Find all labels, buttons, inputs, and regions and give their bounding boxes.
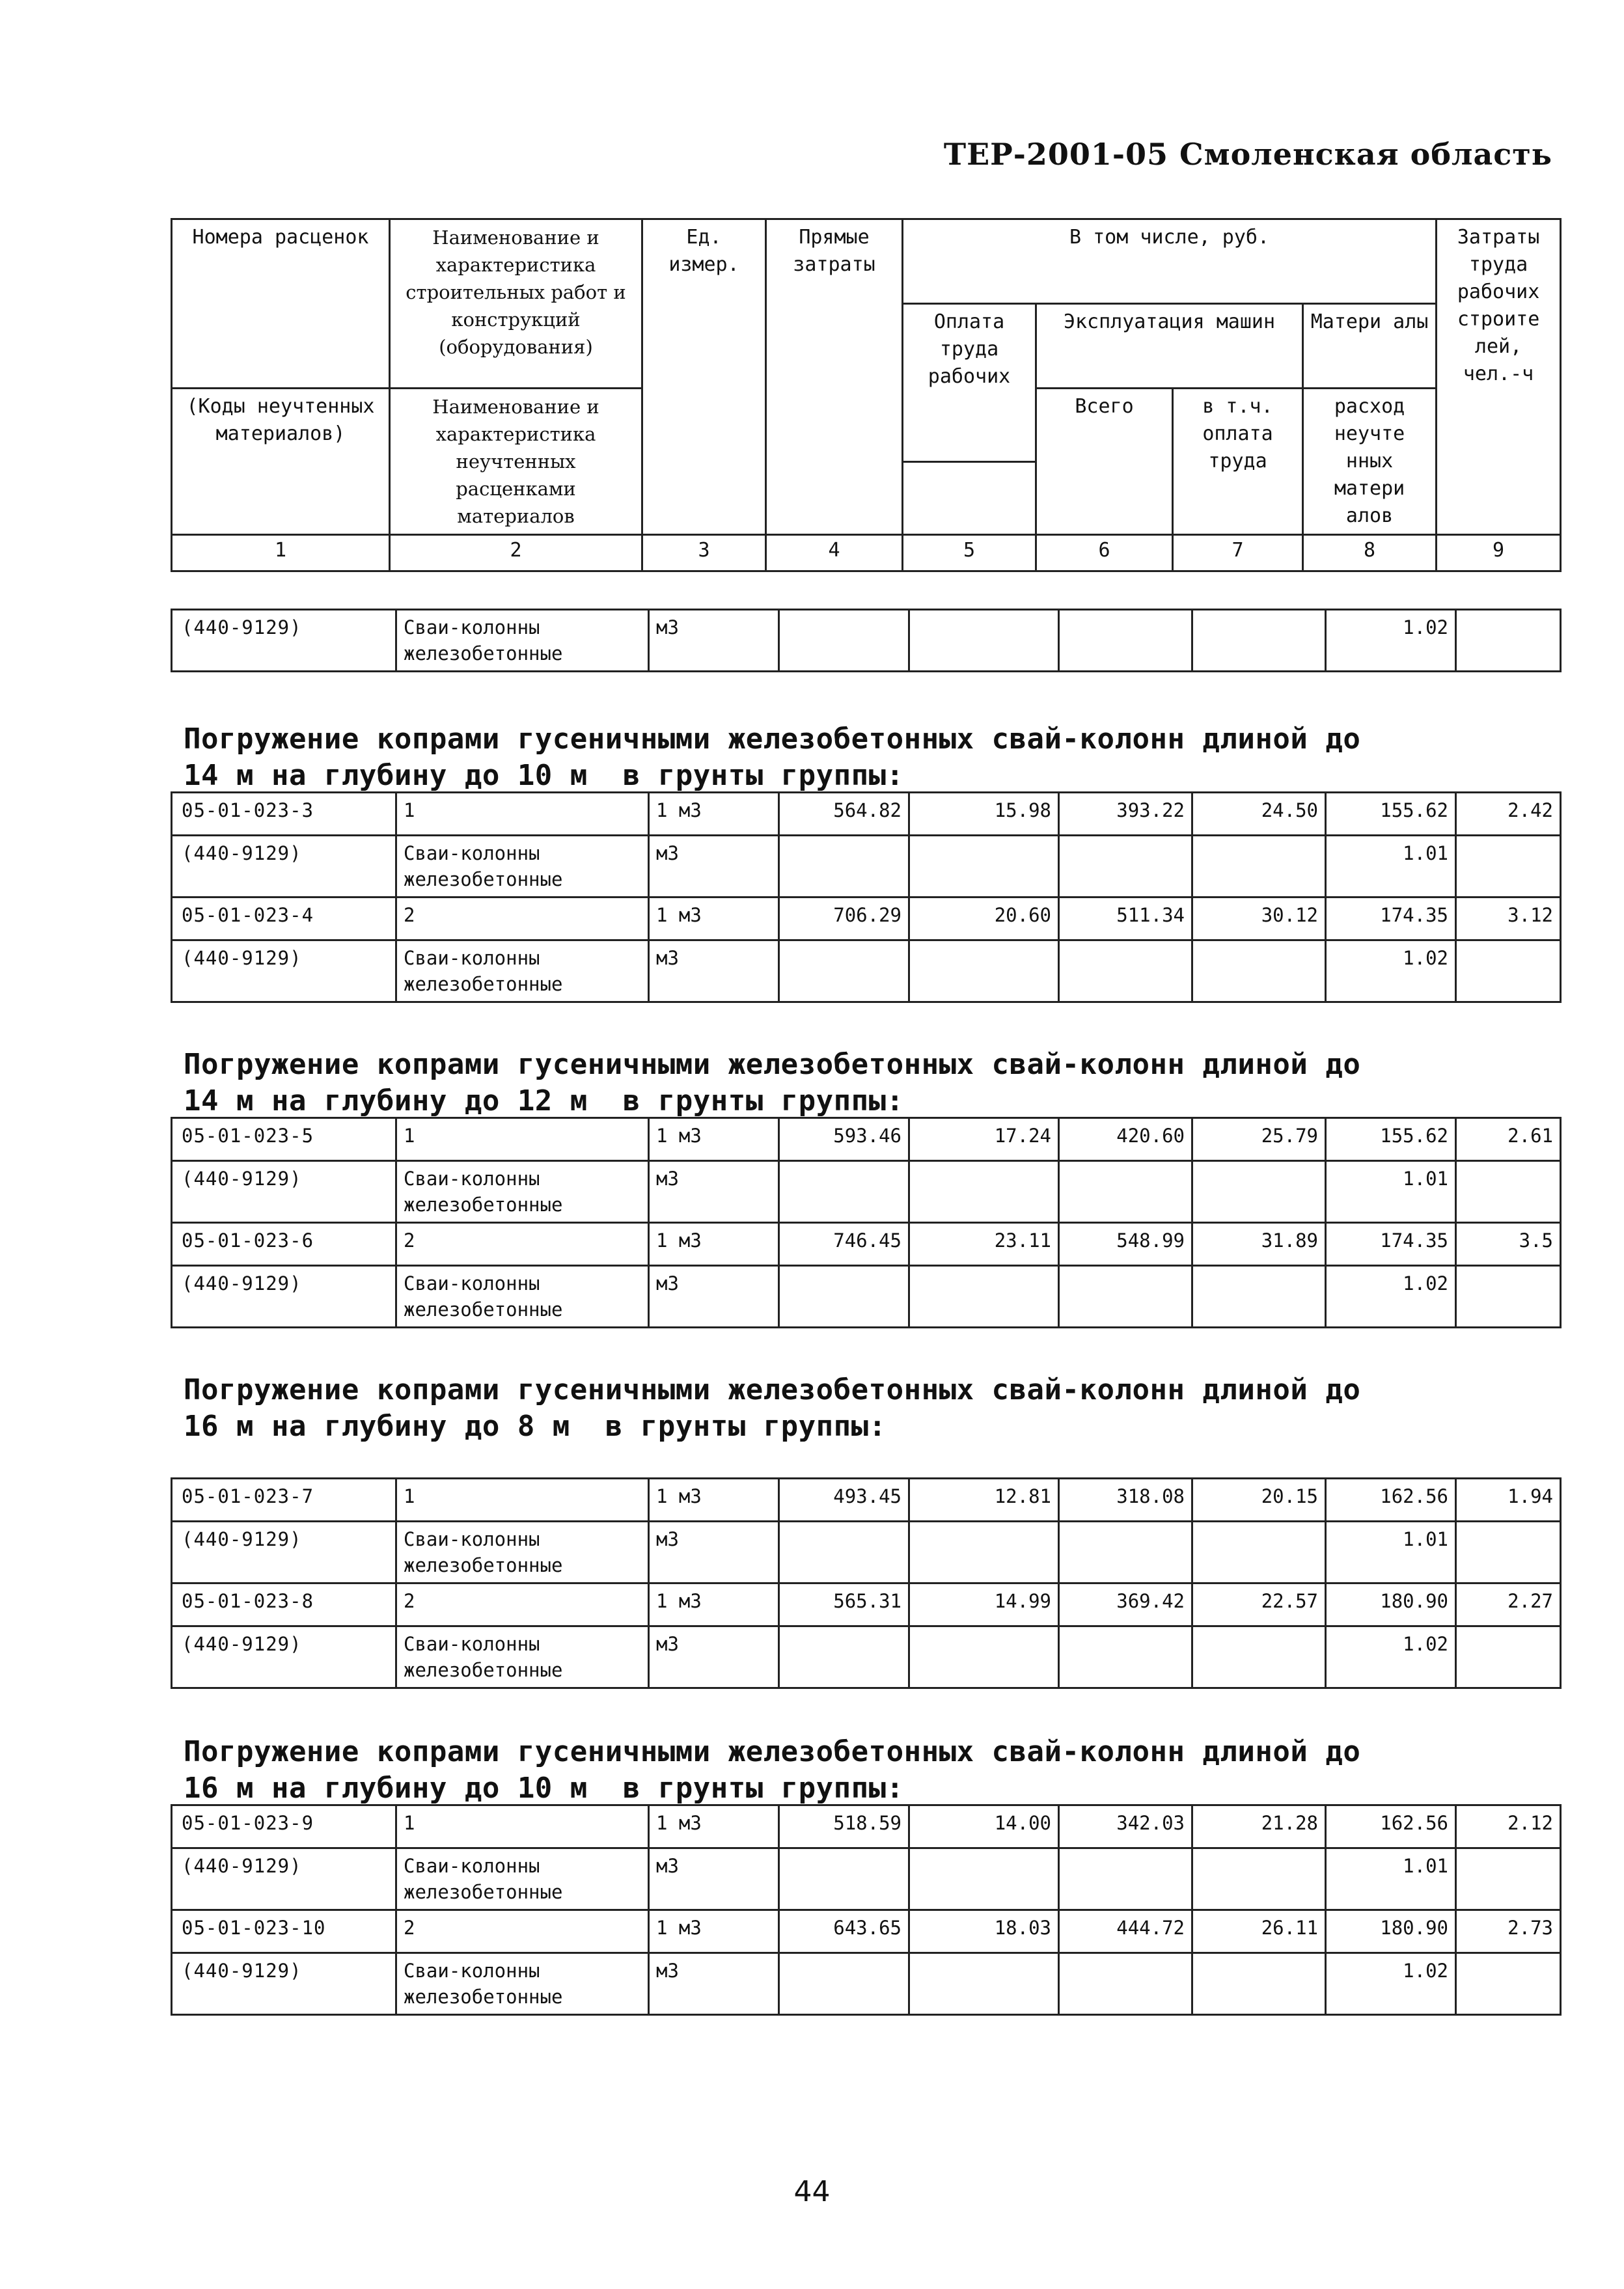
row-unit: 1 м3 bbox=[649, 898, 779, 940]
row-direct-costs: 493.45 bbox=[779, 1479, 909, 1522]
rates-table bbox=[171, 1477, 1562, 1689]
section-title: Погружение копрами гусеничными железобетонных свай-колонн длиной до 16 м на глубину до 10 м в грунты группы: bbox=[184, 1735, 1361, 1805]
table-row bbox=[172, 1910, 1561, 1953]
header-col1-top: Номера расценок bbox=[172, 219, 390, 304]
row-labor-hours: 2.73 bbox=[1456, 1910, 1561, 1953]
row-labor-pay: 14.99 bbox=[909, 1583, 1059, 1626]
row-labor-hours: 2.27 bbox=[1456, 1583, 1561, 1626]
row-materials: 1.02 bbox=[1326, 1953, 1456, 2015]
row-unit: м3 bbox=[649, 1626, 779, 1688]
row-code: (440-9129) bbox=[172, 610, 396, 672]
row-name: 1 bbox=[396, 1479, 649, 1522]
row-unit: м3 bbox=[649, 1953, 779, 2015]
row-code: 05-01-023-8 bbox=[172, 1583, 396, 1626]
table-row bbox=[172, 1223, 1561, 1266]
table-row bbox=[172, 1805, 1561, 1848]
row-labor-pay: 14.00 bbox=[909, 1805, 1059, 1848]
header-col67: Эксплуатация машин bbox=[1036, 304, 1303, 389]
row-name: Сваи-колонны железобетонные bbox=[396, 940, 649, 1002]
row-code: (440-9129) bbox=[172, 836, 396, 898]
row-materials: 162.56 bbox=[1326, 1479, 1456, 1522]
section-title: Погружение копрами гусеничными железобетонных свай-колонн длиной до 14 м на глубину до 10 м в грунты группы: bbox=[184, 722, 1361, 792]
rates-table bbox=[171, 1117, 1562, 1328]
row-unit: 1 м3 bbox=[649, 1479, 779, 1522]
table-row bbox=[172, 1266, 1561, 1328]
column-number: 5 bbox=[903, 535, 1036, 571]
row-machines-labor: 25.79 bbox=[1192, 1118, 1326, 1161]
row-machines-total: 548.99 bbox=[1059, 1223, 1192, 1266]
row-code: 05-01-023-3 bbox=[172, 793, 396, 836]
table-row bbox=[172, 940, 1561, 1002]
table-row bbox=[172, 836, 1561, 898]
row-unit: 1 м3 bbox=[649, 1805, 779, 1848]
row-code: 05-01-023-10 bbox=[172, 1910, 396, 1953]
table-row bbox=[172, 1953, 1561, 2015]
row-name: 1 bbox=[396, 793, 649, 836]
row-name: Сваи-колонны железобетонные bbox=[396, 1848, 649, 1910]
row-unit: м3 bbox=[649, 1848, 779, 1910]
header-col1-bottom: (Коды неучтенных материалов) bbox=[172, 389, 390, 535]
row-machines-labor: 20.15 bbox=[1192, 1479, 1326, 1522]
row-code: (440-9129) bbox=[172, 1953, 396, 2015]
section-table bbox=[171, 1117, 1560, 1328]
row-labor-hours: 3.5 bbox=[1456, 1223, 1561, 1266]
row-machines-total: 318.08 bbox=[1059, 1479, 1192, 1522]
row-code: 05-01-023-5 bbox=[172, 1118, 396, 1161]
section-table bbox=[171, 791, 1560, 1003]
row-materials: 1.02 bbox=[1326, 610, 1456, 672]
row-labor-hours: 2.42 bbox=[1456, 793, 1561, 836]
row-materials: 180.90 bbox=[1326, 1910, 1456, 1953]
row-direct-costs: 593.46 bbox=[779, 1118, 909, 1161]
row-machines-labor: 31.89 bbox=[1192, 1223, 1326, 1266]
row-unit: м3 bbox=[649, 940, 779, 1002]
row-labor-pay: 23.11 bbox=[909, 1223, 1059, 1266]
row-code: 05-01-023-9 bbox=[172, 1805, 396, 1848]
column-number: 1 bbox=[172, 535, 390, 571]
section-table bbox=[171, 1477, 1560, 1689]
row-materials: 1.01 bbox=[1326, 1522, 1456, 1583]
rates-table bbox=[171, 1804, 1562, 2016]
row-direct-costs: 643.65 bbox=[779, 1910, 909, 1953]
row-name: 1 bbox=[396, 1118, 649, 1161]
row-direct-costs: 564.82 bbox=[779, 793, 909, 836]
row-name: 2 bbox=[396, 1223, 649, 1266]
row-name: 2 bbox=[396, 1583, 649, 1626]
row-labor-pay: 15.98 bbox=[909, 793, 1059, 836]
header-col6: Всего bbox=[1036, 389, 1173, 535]
row-code: 05-01-023-7 bbox=[172, 1479, 396, 1522]
header-col2-bottom: Наименование и характеристика неучтенных расценками материалов bbox=[390, 389, 642, 535]
row-labor-pay: 20.60 bbox=[909, 898, 1059, 940]
row-unit: 1 м3 bbox=[649, 793, 779, 836]
row-code: (440-9129) bbox=[172, 1266, 396, 1328]
row-materials: 1.02 bbox=[1326, 1626, 1456, 1688]
document-title: ТЕР-2001-05 Смоленская область bbox=[943, 137, 1552, 172]
header-col8-top: Матери алы bbox=[1303, 304, 1437, 389]
row-code: (440-9129) bbox=[172, 1522, 396, 1583]
row-labor-pay: 12.81 bbox=[909, 1479, 1059, 1522]
column-number: 7 bbox=[1173, 535, 1303, 571]
row-unit: м3 bbox=[649, 836, 779, 898]
row-name: Сваи-колонны железобетонные bbox=[396, 610, 649, 672]
row-name: Сваи-колонны железобетонные bbox=[396, 1953, 649, 2015]
row-materials: 1.02 bbox=[1326, 940, 1456, 1002]
row-materials: 1.01 bbox=[1326, 1848, 1456, 1910]
column-number: 2 bbox=[390, 535, 642, 571]
table-row bbox=[172, 793, 1561, 836]
row-direct-costs: 706.29 bbox=[779, 898, 909, 940]
column-number: 4 bbox=[766, 535, 903, 571]
row-materials: 155.62 bbox=[1326, 793, 1456, 836]
row-code: (440-9129) bbox=[172, 1161, 396, 1223]
column-number: 3 bbox=[642, 535, 766, 571]
row-direct-costs: 565.31 bbox=[779, 1583, 909, 1626]
row-labor-pay: 17.24 bbox=[909, 1118, 1059, 1161]
row-machines-total: 511.34 bbox=[1059, 898, 1192, 940]
row-machines-labor: 21.28 bbox=[1192, 1805, 1326, 1848]
row-machines-labor: 24.50 bbox=[1192, 793, 1326, 836]
row-unit: м3 bbox=[649, 1161, 779, 1223]
row-name: 1 bbox=[396, 1805, 649, 1848]
row-materials: 1.01 bbox=[1326, 1161, 1456, 1223]
row-direct-costs: 746.45 bbox=[779, 1223, 909, 1266]
header-col9: Затраты труда рабочих строите лей, чел.-ч bbox=[1437, 219, 1561, 535]
row-unit: м3 bbox=[649, 1522, 779, 1583]
row-labor-hours: 3.12 bbox=[1456, 898, 1561, 940]
header-col3: Ед. измер. bbox=[642, 219, 766, 535]
header-table bbox=[171, 218, 1560, 572]
row-code: (440-9129) bbox=[172, 1848, 396, 1910]
row-machines-labor: 22.57 bbox=[1192, 1583, 1326, 1626]
row-machines-total: 369.42 bbox=[1059, 1583, 1192, 1626]
row-materials: 162.56 bbox=[1326, 1805, 1456, 1848]
row-materials: 174.35 bbox=[1326, 1223, 1456, 1266]
table-row bbox=[172, 1626, 1561, 1688]
section-title: Погружение копрами гусеничными железобетонных свай-колонн длиной до 14 м на глубину до 12 м в грунты группы: bbox=[184, 1048, 1361, 1117]
row-code: (440-9129) bbox=[172, 1626, 396, 1688]
row-unit: 1 м3 bbox=[649, 1223, 779, 1266]
table-row bbox=[172, 1583, 1561, 1626]
section-table bbox=[171, 1804, 1560, 2016]
column-number: 9 bbox=[1437, 535, 1561, 571]
row-name: Сваи-колонны железобетонные bbox=[396, 1161, 649, 1223]
table-row bbox=[172, 610, 1561, 672]
row-name: 2 bbox=[396, 898, 649, 940]
row-machines-total: 420.60 bbox=[1059, 1118, 1192, 1161]
row-name: Сваи-колонны железобетонные bbox=[396, 1626, 649, 1688]
row-unit: м3 bbox=[649, 1266, 779, 1328]
header-col4: Прямые затраты bbox=[766, 219, 903, 535]
row-machines-total: 444.72 bbox=[1059, 1910, 1192, 1953]
row-unit: 1 м3 bbox=[649, 1910, 779, 1953]
continuation-table bbox=[171, 609, 1560, 672]
row-machines-total: 393.22 bbox=[1059, 793, 1192, 836]
header-col5: Оплата труда рабочих bbox=[903, 304, 1036, 462]
row-labor-hours: 1.94 bbox=[1456, 1479, 1561, 1522]
table-row bbox=[172, 898, 1561, 940]
header-col2-top: Наименование и характеристика строительных работ и конструкций (оборудования) bbox=[390, 219, 642, 389]
header-col8-bottom: расход неучте нных матери алов bbox=[1303, 389, 1437, 535]
row-labor-hours: 2.61 bbox=[1456, 1118, 1561, 1161]
row-labor-pay: 18.03 bbox=[909, 1910, 1059, 1953]
row-machines-labor: 30.12 bbox=[1192, 898, 1326, 940]
row-machines-labor: 26.11 bbox=[1192, 1910, 1326, 1953]
column-numbers-row bbox=[172, 535, 1561, 571]
row-code: (440-9129) bbox=[172, 940, 396, 1002]
row-name: 2 bbox=[396, 1910, 649, 1953]
row-name: Сваи-колонны железобетонные bbox=[396, 1522, 649, 1583]
table-row bbox=[172, 1479, 1561, 1522]
row-machines-total: 342.03 bbox=[1059, 1805, 1192, 1848]
page-number: 44 bbox=[793, 2175, 831, 2208]
header-col7: в т.ч. оплата труда bbox=[1173, 389, 1303, 535]
row-materials: 155.62 bbox=[1326, 1118, 1456, 1161]
row-unit: 1 м3 bbox=[649, 1118, 779, 1161]
row-materials: 1.02 bbox=[1326, 1266, 1456, 1328]
row-direct-costs: 518.59 bbox=[779, 1805, 909, 1848]
row-materials: 174.35 bbox=[1326, 898, 1456, 940]
row-unit: 1 м3 bbox=[649, 1583, 779, 1626]
table-row bbox=[172, 1522, 1561, 1583]
rates-table bbox=[171, 791, 1562, 1003]
row-unit: м3 bbox=[649, 610, 779, 672]
table-row bbox=[172, 1161, 1561, 1223]
row-name: Сваи-колонны железобетонные bbox=[396, 836, 649, 898]
row-code: 05-01-023-4 bbox=[172, 898, 396, 940]
row-code: 05-01-023-6 bbox=[172, 1223, 396, 1266]
table-row bbox=[172, 1118, 1561, 1161]
row-labor-hours: 2.12 bbox=[1456, 1805, 1561, 1848]
row-name: Сваи-колонны железобетонные bbox=[396, 1266, 649, 1328]
row-materials: 1.01 bbox=[1326, 836, 1456, 898]
column-number: 6 bbox=[1036, 535, 1173, 571]
header-group: В том числе, руб. bbox=[903, 219, 1437, 304]
section-title: Погружение копрами гусеничными железобетонных свай-колонн длиной до 16 м на глубину до 8 м в грунты группы: bbox=[184, 1373, 1361, 1443]
column-number: 8 bbox=[1303, 535, 1437, 571]
table-row bbox=[172, 1848, 1561, 1910]
row-materials: 180.90 bbox=[1326, 1583, 1456, 1626]
